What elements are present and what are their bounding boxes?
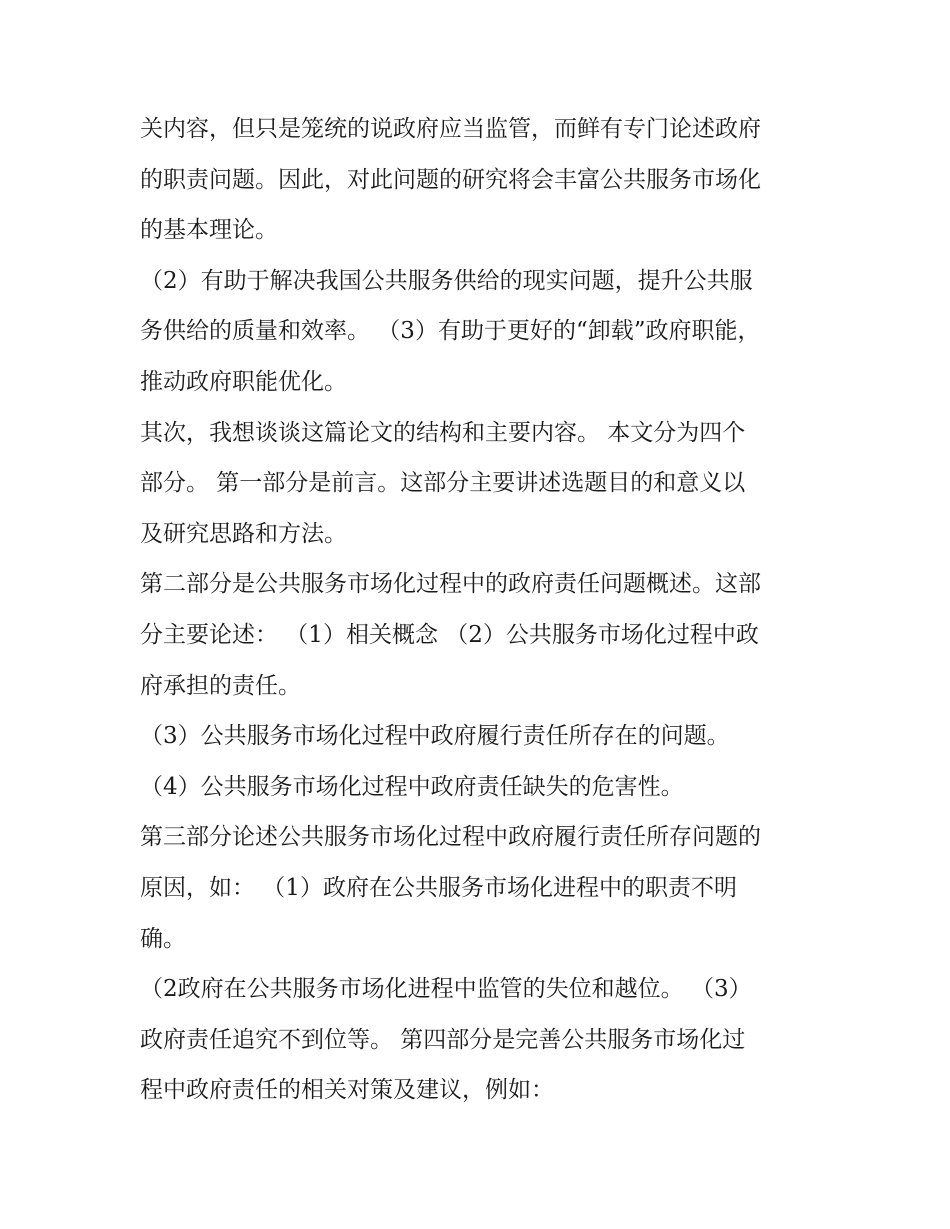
text-line: 务供给的质量和效率。 （3）有助于更好的“卸载”政府职能， — [140, 318, 761, 345]
text-line: 及研究思路和方法。 — [140, 520, 347, 547]
text-line: 的职责问题。因此，对此问题的研究将会丰富公共服务市场化 — [140, 166, 761, 193]
text-line: （2）有助于解决我国公共服务供给的现实问题，提升公共服 — [140, 267, 753, 294]
text-line: 的基本理论。 — [140, 217, 278, 244]
text-line: 推动政府职能优化。 — [140, 368, 347, 395]
text-line: 程中政府责任的相关对策及建议，例如： — [140, 1077, 554, 1104]
text-line: （4）公共服务市场化过程中政府责任缺失的危害性。 — [140, 773, 684, 800]
text-line: 其次，我想谈谈这篇论文的结构和主要内容。 本文分为四个 — [140, 419, 746, 446]
text-line: 第二部分是公共服务市场化过程中的政府责任问题概述。这部 — [140, 571, 761, 598]
text-line: 确。 — [140, 925, 186, 952]
text-line: 第三部分论述公共服务市场化过程中政府履行责任所存问题的 — [140, 824, 761, 851]
text-line: 府承担的责任。 — [140, 672, 301, 699]
text-line: 部分。 第一部分是前言。这部分主要讲述选题目的和意义以 — [140, 470, 746, 497]
text-line: （2政府在公共服务市场化进程中监管的失位和越位。 （3） — [140, 976, 752, 1003]
text-line: 原因，如： （1）政府在公共服务市场化进程中的职责不明 — [140, 874, 737, 901]
document-body — [140, 104, 820, 1116]
text-line: 分主要论述： （1）相关概念 （2）公共服务市场化过程中政 — [140, 621, 759, 648]
text-line: 关内容，但只是笼统的说政府应当监管，而鲜有专门论述政府 — [140, 116, 761, 142]
text-line: 政府责任追究不到位等。 第四部分是完善公共服务市场化过 — [140, 1026, 746, 1053]
text-line: （3）公共服务市场化过程中政府履行责任所存在的问题。 — [140, 723, 730, 750]
